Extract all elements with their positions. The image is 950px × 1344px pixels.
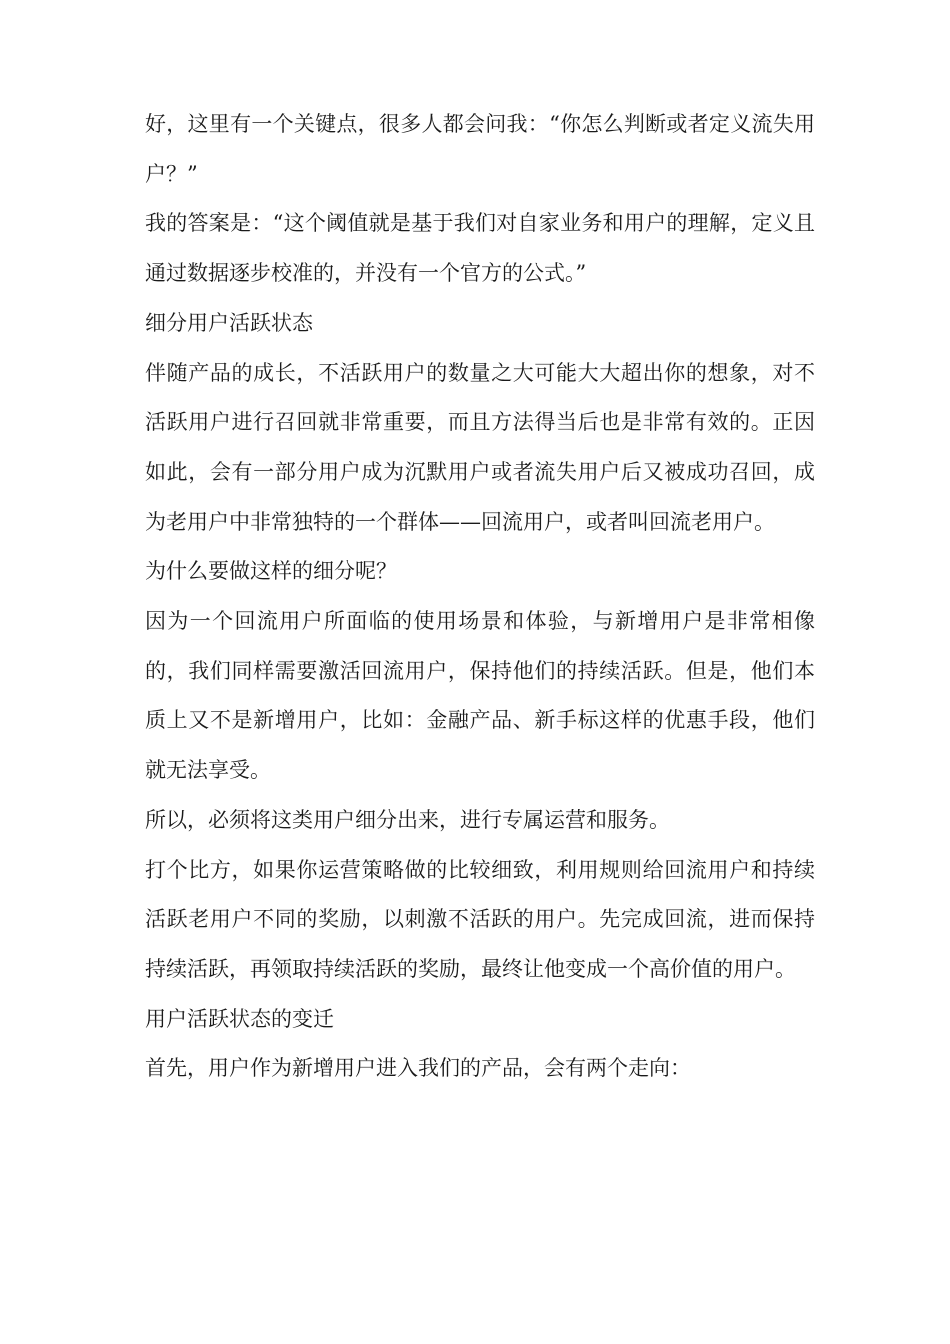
paragraph-threshold-answer: 我的答案是：“这个阈值就是基于我们对自家业务和用户的理解，定义且通过数据逐步校准的，并没有一个官方的公式。” <box>145 211 815 286</box>
document-body <box>145 100 815 1094</box>
paragraph-dedicated-operation: 所以，必须将这类用户细分出来，进行专属运营和服务。 <box>145 807 670 832</box>
paragraph-returning-vs-new: 因为一个回流用户所面临的使用场景和体验，与新增用户是非常相像的，我们同样需要激活回流用户，保持他们的持续活跃。但是，他们本质上又不是新增用户，比如：金融产品、新手标这样的优惠手段，他们就无法享受。 <box>145 609 815 783</box>
paragraph-reward-example: 打个比方，如果你运营策略做的比较细致，利用规则给回流用户和持续活跃老用户不同的奖励，以刺激不活跃的用户。先完成回流，进而保持持续活跃，再领取持续活跃的奖励，最终让他变成一个高价值的用户。 <box>145 857 815 981</box>
section-heading-segment-activity: 细分用户活跃状态 <box>145 310 313 335</box>
section-heading-activity-transition: 用户活跃状态的变迁 <box>145 1006 334 1031</box>
paragraph-why-segment: 为什么要做这样的细分呢？ <box>145 559 397 584</box>
paragraph-churn-question: 好，这里有一个关键点，很多人都会问我：“你怎么判断或者定义流失用户？” <box>145 112 815 186</box>
paragraph-returning-users: 伴随产品的成长，不活跃用户的数量之大可能大大超出你的想象，对不活跃用户进行召回就非常重要，而且方法得当后也是非常有效的。正因如此，会有一部分用户成为沉默用户或者流失用户后又被成功召回，成为老用户中非常独特的一个群体——回流用户，或者叫回流老用户。 <box>145 360 815 534</box>
paragraph-new-user-paths: 首先，用户作为新增用户进入我们的产品，会有两个走向： <box>145 1056 691 1081</box>
